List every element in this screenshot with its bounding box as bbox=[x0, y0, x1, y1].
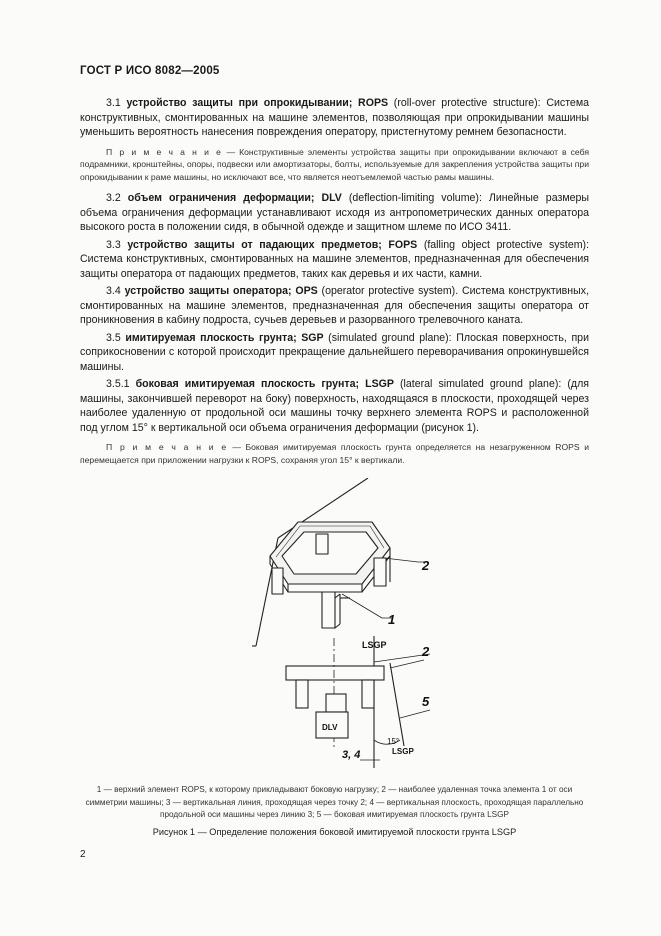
label-lsgp-bottom: LSGP bbox=[392, 747, 414, 756]
label-2-bottom: 2 bbox=[422, 644, 430, 659]
rops-leg-front bbox=[322, 592, 335, 628]
paragraph-3-1: 3.1 устройство защиты при опрокидывании; ROPS (roll-over protective structure): Система конструктивных, смонтированных на машине элементов, позволяющая при опрокидывании машины уменьшить вероятность нанесения повреждения оператору, пристегнутому ремнем безопасности. bbox=[80, 97, 589, 138]
paragraph-3-5-1: 3.5.1 боковая имитируемая плоскость грунта; LSGP (lateral simulated ground plane): (для машины, закончившей переворот на боку) поверхность, находящаяся в плоскости, проходящей через наиболее удаленную от продольной оси машины точку верхнего элемента ROPS и расположенной под углом 15° к вертикальной оси объема ограничения деформации (рисунок 1). bbox=[80, 378, 589, 434]
lsgp-line bbox=[390, 663, 404, 746]
document-header: ГОСТ Р ИСО 8082—2005 bbox=[80, 65, 220, 77]
paragraph-3-4: 3.4 устройство защиты оператора; OPS (operator protective system). Система конструктивных, смонтированных на машине элементов, предназначенная для обеспечения защиты оператора от проникновения в кабину подроста, сучьев деревьев и разорванного трелевочного каната. bbox=[80, 285, 590, 326]
label-angle: 15° bbox=[387, 737, 400, 746]
rops-leg-back bbox=[316, 534, 328, 554]
label-dlv: DLV bbox=[322, 723, 338, 732]
figure-diagram bbox=[250, 478, 450, 773]
paragraph-3-5: 3.5 имитируемая плоскость грунта; SGP (simulated ground plane): Плоская поверхность, при соприкосновении с которой происходит прекращение дальнейшего переворачивания опрокинувшейся машины. bbox=[80, 331, 589, 373]
label-2-top: 2 bbox=[422, 558, 430, 573]
term-dlv: объем ограничения деформации; DLV bbox=[127, 192, 342, 204]
note-2: П р и м е ч а н и е — Боковая имитируемая плоскость грунта определяется на незагруженном ROPS и перемещается при приложении нагрузки к ROPS, сохраняя угол 15° к вертикали. bbox=[80, 442, 590, 465]
term-fops: устройство защиты от падающих предметов; FOPS bbox=[127, 238, 418, 251]
note-1: П р и м е ч а н и е — Конструктивные элементы устройства защиты при опрокидывании включают в себя подрамники, кронштейны, опоры, подвески или амортизаторы, болты, используемые для закрепления устройства защиты при опрокидывании к раме машины, но исключают все, что является неотъемлемой частью рамы машины. bbox=[80, 146, 589, 182]
figure-caption: Рисунок 1 — Определение положения боковой имитируемой плоскости грунта LSGP bbox=[152, 827, 517, 837]
label-1: 1 bbox=[388, 612, 396, 627]
figure-1 bbox=[250, 478, 450, 773]
term-ops: устройство защиты оператора; OPS bbox=[124, 285, 318, 297]
paragraph-3-2: 3.2 объем ограничения деформации; DLV (deflection-limiting volume): Линейные размеры объема ограничения деформации устанавливают исходя из антропометрических данных оператора высокого роста в положении сидя, в обычной одежде и защитном шлеме по ИСО 3411. bbox=[80, 192, 590, 233]
term-lsgp: боковая имитируемая плоскость грунта; LSGP bbox=[135, 378, 394, 390]
term-sgp: имитируемая плоскость грунта; SGP bbox=[125, 331, 324, 344]
label-lsgp-top: LSGP bbox=[362, 640, 387, 650]
term-rops: устройство защиты при опрокидывании; ROPS bbox=[126, 97, 389, 109]
figure-legend: 1 — верхний элемент ROPS, к которому прикладывают боковую нагрузку; 2 — наиболее удаленная точка элемента 1 от оси симметрии машины; 3 — вертикальная линия, проходящая через точку 2; 4 — вертикальная плоскость, проходящая параллельно продольной оси машины через линию 3; 5 — боковая имитируемая плоскость грунта LSGP bbox=[85, 785, 584, 819]
label-5: 5 bbox=[422, 694, 430, 709]
paragraph-3-3: 3.3 устройство защиты от падающих предметов; FOPS (falling object protective system): Система конструктивных, смонтированных на машине элементов, предназначенная для обеспечения защиты оператора от падающих предметов, таких как деревья и их части, камни. bbox=[80, 238, 590, 280]
rops-leg-right bbox=[374, 558, 386, 586]
body-text bbox=[80, 96, 589, 474]
page-number: 2 bbox=[80, 849, 86, 860]
label-3-4: 3, 4 bbox=[342, 749, 361, 761]
rops-beam bbox=[286, 666, 384, 680]
rops-leg-left bbox=[272, 568, 283, 594]
